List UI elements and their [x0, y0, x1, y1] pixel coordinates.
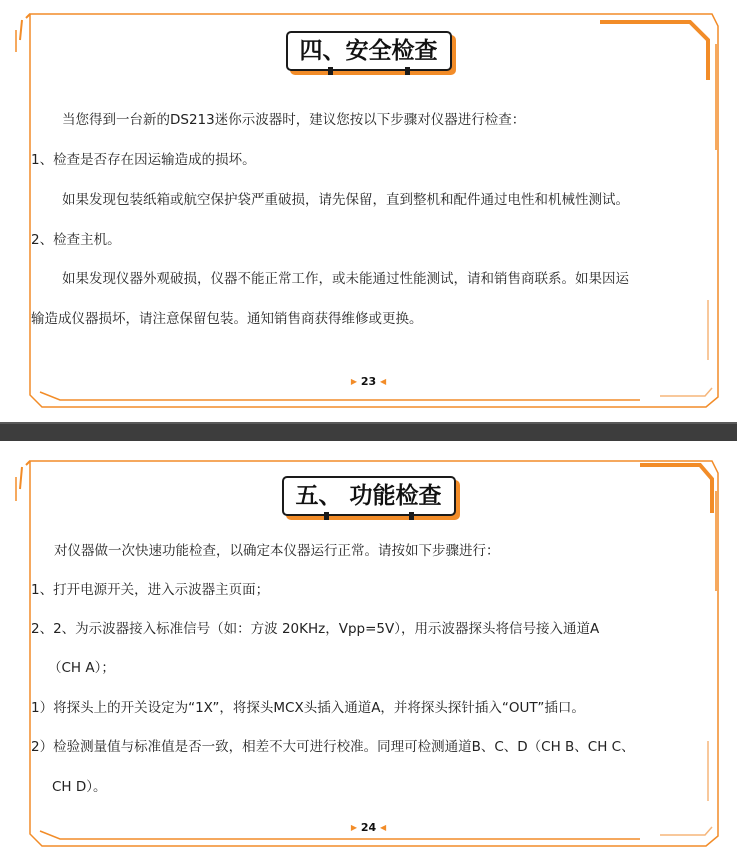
list-item: 2）检验测量值与标准值是否一致，相差不大可进行校准。同理可检测通道B、C、D（CH B、CH C、 — [31, 739, 635, 755]
list-item: 1）将探头上的开关设定为“1X”，将探头MCX头插入通道A，并将探头探针插入“OUT”插口。 — [31, 700, 585, 716]
paragraph: CH D）。 — [52, 779, 107, 795]
list-item-heading: 2、检查主机。 — [31, 232, 121, 248]
page-number — [351, 375, 386, 388]
list-item-heading: 2、2、为示波器接入标准信号（如：方波 20KHz，Vpp=5V），用示波器探头将信号接入通道A — [31, 621, 600, 637]
manual-page-23 — [0, 0, 737, 422]
section-title: 五、 功能检查 — [281, 476, 455, 516]
arrow-left-icon: ◀ — [380, 823, 387, 832]
page-number-text: 23 — [360, 375, 377, 388]
paragraph: 如果发现包装纸箱或航空保护袋严重破损，请先保留，直到整机和配件通过电性和机械性测试。 — [62, 192, 629, 208]
arrow-right-icon: ▶ — [350, 823, 357, 832]
paragraph: 如果发现仪器外观破损，仪器不能正常工作，或未能通过性能测试，请和销售商联系。如果因运 — [62, 271, 629, 287]
list-item-heading: 1、检查是否存在因运输造成的损坏。 — [31, 152, 256, 168]
page-number-text: 24 — [360, 821, 377, 834]
page-gap — [0, 422, 737, 441]
arrow-right-icon: ▶ — [350, 377, 357, 386]
paragraph: 对仪器做一次快速功能检查，以确定本仪器运行正常。请按如下步骤进行： — [54, 543, 500, 559]
paragraph: （CH A）； — [48, 660, 115, 676]
paragraph: 当您得到一台新的DS213迷你示波器时，建议您按以下步骤对仪器进行检查： — [62, 112, 526, 128]
section-title: 四、安全检查 — [286, 31, 452, 71]
arrow-left-icon: ◀ — [380, 377, 387, 386]
paragraph: 输造成仪器损坏，请注意保留包装。通知销售商获得维修或更换。 — [31, 311, 423, 327]
list-item-heading: 1、打开电源开关，进入示波器主页面； — [31, 582, 270, 598]
page-number — [351, 821, 386, 834]
manual-page-24 — [0, 441, 737, 862]
